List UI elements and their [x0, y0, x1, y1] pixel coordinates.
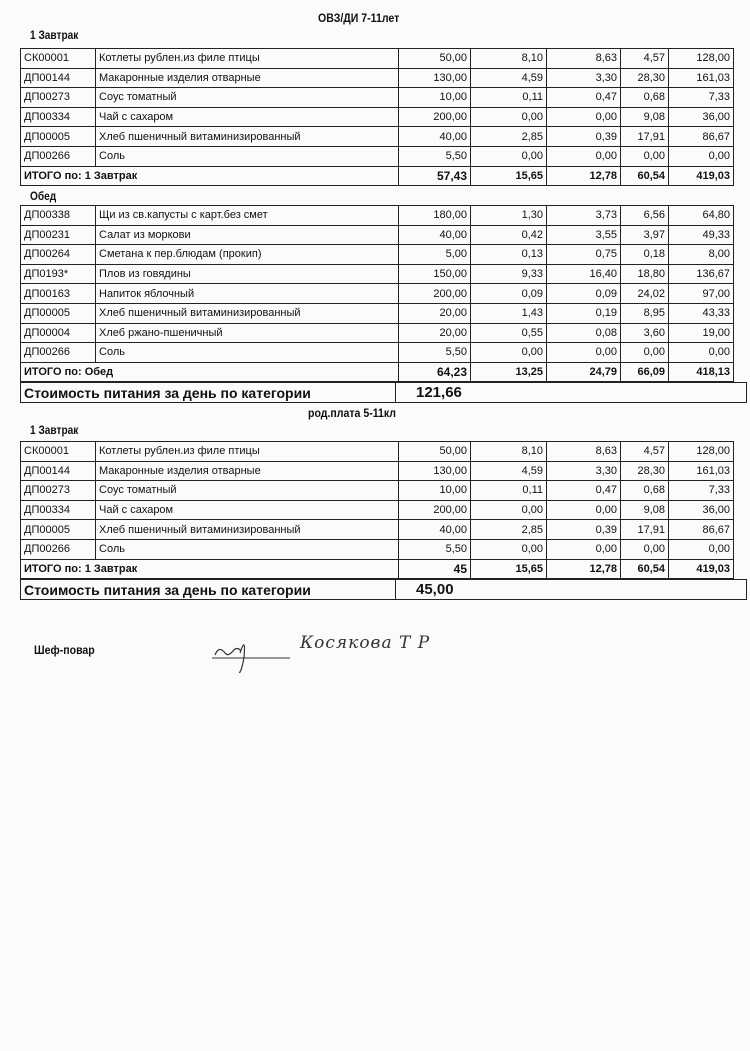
- item-protein: 9,33: [471, 264, 547, 284]
- item-code: СК00001: [21, 442, 96, 462]
- item-weight: 10,00: [399, 88, 471, 108]
- total-row: [21, 362, 734, 382]
- chef-label: Шеф-повар: [34, 643, 95, 657]
- table-row: [21, 481, 734, 501]
- item-fat: 0,00: [547, 343, 621, 363]
- table-row: [21, 303, 734, 323]
- cost-value: 45,00: [396, 580, 747, 600]
- item-fat: 3,30: [547, 461, 621, 481]
- table-row: [21, 49, 734, 69]
- item-protein: 0,00: [471, 539, 547, 559]
- cost-label: Стоимость питания за день по категории: [21, 383, 396, 403]
- total-weight: 57,43: [399, 166, 471, 186]
- item-fat: 0,08: [547, 323, 621, 343]
- total-kcal: 419,03: [669, 166, 734, 186]
- item-code: СК00001: [21, 49, 96, 69]
- item-weight: 130,00: [399, 461, 471, 481]
- item-fat: 0,19: [547, 303, 621, 323]
- item-carbs: 28,30: [621, 461, 669, 481]
- item-code: ДП0193*: [21, 264, 96, 284]
- item-protein: 0,00: [471, 500, 547, 520]
- item-kcal: 161,03: [669, 461, 734, 481]
- item-code: ДП00004: [21, 323, 96, 343]
- table-row: [21, 127, 734, 147]
- cost-value: 121,66: [396, 383, 747, 403]
- item-carbs: 8,95: [621, 303, 669, 323]
- total-carbs: 66,09: [621, 362, 669, 382]
- item-kcal: 128,00: [669, 442, 734, 462]
- item-carbs: 9,08: [621, 107, 669, 127]
- item-protein: 4,59: [471, 68, 547, 88]
- item-protein: 2,85: [471, 127, 547, 147]
- item-protein: 1,30: [471, 206, 547, 226]
- item-fat: 0,00: [547, 500, 621, 520]
- total-row: [21, 166, 734, 186]
- item-weight: 50,00: [399, 442, 471, 462]
- total-carbs: 60,54: [621, 559, 669, 579]
- total-fat: 24,79: [547, 362, 621, 382]
- item-weight: 150,00: [399, 264, 471, 284]
- item-name: Макаронные изделия отварные: [96, 68, 399, 88]
- item-carbs: 24,02: [621, 284, 669, 304]
- item-carbs: 3,60: [621, 323, 669, 343]
- item-kcal: 0,00: [669, 343, 734, 363]
- item-weight: 200,00: [399, 107, 471, 127]
- total-kcal: 419,03: [669, 559, 734, 579]
- item-fat: 3,30: [547, 68, 621, 88]
- menu-table: [20, 205, 734, 382]
- item-protein: 0,11: [471, 481, 547, 501]
- item-carbs: 0,68: [621, 481, 669, 501]
- item-weight: 40,00: [399, 127, 471, 147]
- table-row: [21, 520, 734, 540]
- item-weight: 5,00: [399, 245, 471, 265]
- total-carbs: 60,54: [621, 166, 669, 186]
- item-kcal: 0,00: [669, 146, 734, 166]
- table-row: [21, 264, 734, 284]
- item-carbs: 3,97: [621, 225, 669, 245]
- item-code: ДП00163: [21, 284, 96, 304]
- table-row: [21, 225, 734, 245]
- total-fat: 12,78: [547, 166, 621, 186]
- item-fat: 8,63: [547, 49, 621, 69]
- item-carbs: 0,00: [621, 343, 669, 363]
- item-carbs: 6,56: [621, 206, 669, 226]
- item-protein: 0,00: [471, 343, 547, 363]
- item-carbs: 4,57: [621, 442, 669, 462]
- table-row: [21, 323, 734, 343]
- total-protein: 13,25: [471, 362, 547, 382]
- signature-mark-icon: [210, 633, 300, 673]
- item-name: Хлеб ржано-пшеничный: [96, 323, 399, 343]
- meal-label: 1 Завтрак: [30, 425, 79, 437]
- item-name: Щи из св.капусты с карт.без смет: [96, 206, 399, 226]
- item-name: Чай с сахаром: [96, 107, 399, 127]
- item-name: Плов из говядины: [96, 264, 399, 284]
- item-protein: 0,13: [471, 245, 547, 265]
- item-name: Салат из моркови: [96, 225, 399, 245]
- item-name: Котлеты рублен.из филе птицы: [96, 49, 399, 69]
- meal-label: 1 Завтрак: [30, 30, 79, 42]
- item-carbs: 28,30: [621, 68, 669, 88]
- item-fat: 0,39: [547, 127, 621, 147]
- item-kcal: 86,67: [669, 520, 734, 540]
- item-name: Котлеты рублен.из филе птицы: [96, 442, 399, 462]
- item-carbs: 17,91: [621, 520, 669, 540]
- total-weight: 45: [399, 559, 471, 579]
- total-label: ИТОГО по: Обед: [21, 362, 399, 382]
- total-kcal: 418,13: [669, 362, 734, 382]
- item-name: Соус томатный: [96, 481, 399, 501]
- meal-label: Обед: [30, 191, 57, 203]
- table-row: [21, 500, 734, 520]
- item-code: ДП00334: [21, 500, 96, 520]
- item-weight: 5,50: [399, 146, 471, 166]
- item-weight: 200,00: [399, 284, 471, 304]
- item-weight: 20,00: [399, 303, 471, 323]
- menu-table: [20, 48, 734, 186]
- item-fat: 0,09: [547, 284, 621, 304]
- item-code: ДП00144: [21, 68, 96, 88]
- item-fat: 0,47: [547, 88, 621, 108]
- item-kcal: 64,80: [669, 206, 734, 226]
- item-kcal: 136,67: [669, 264, 734, 284]
- item-code: ДП00005: [21, 127, 96, 147]
- item-name: Напиток яблочный: [96, 284, 399, 304]
- item-name: Соус томатный: [96, 88, 399, 108]
- total-fat: 12,78: [547, 559, 621, 579]
- item-weight: 50,00: [399, 49, 471, 69]
- item-kcal: 0,00: [669, 539, 734, 559]
- item-code: ДП00266: [21, 146, 96, 166]
- item-name: Соль: [96, 146, 399, 166]
- item-kcal: 128,00: [669, 49, 734, 69]
- item-weight: 10,00: [399, 481, 471, 501]
- table-row: [21, 343, 734, 363]
- item-carbs: 0,00: [621, 146, 669, 166]
- item-fat: 0,00: [547, 539, 621, 559]
- item-fat: 3,73: [547, 206, 621, 226]
- section-title: род.плата 5-11кл: [308, 406, 397, 420]
- item-code: ДП00005: [21, 520, 96, 540]
- item-kcal: 97,00: [669, 284, 734, 304]
- item-protein: 4,59: [471, 461, 547, 481]
- table-row: [21, 245, 734, 265]
- item-name: Сметана к пер.блюдам (прокип): [96, 245, 399, 265]
- item-kcal: 161,03: [669, 68, 734, 88]
- item-name: Хлеб пшеничный витаминизированный: [96, 127, 399, 147]
- item-fat: 0,00: [547, 146, 621, 166]
- item-name: Соль: [96, 539, 399, 559]
- item-kcal: 7,33: [669, 88, 734, 108]
- table-row: [21, 107, 734, 127]
- item-code: ДП00144: [21, 461, 96, 481]
- item-carbs: 17,91: [621, 127, 669, 147]
- item-kcal: 43,33: [669, 303, 734, 323]
- item-fat: 8,63: [547, 442, 621, 462]
- total-row: [21, 559, 734, 579]
- item-kcal: 8,00: [669, 245, 734, 265]
- item-code: ДП00266: [21, 343, 96, 363]
- item-name: Соль: [96, 343, 399, 363]
- item-code: ДП00266: [21, 539, 96, 559]
- item-weight: 200,00: [399, 500, 471, 520]
- item-code: ДП00338: [21, 206, 96, 226]
- total-protein: 15,65: [471, 559, 547, 579]
- section-title: ОВЗ/ДИ 7-11лет: [318, 11, 400, 25]
- item-kcal: 86,67: [669, 127, 734, 147]
- item-weight: 40,00: [399, 520, 471, 540]
- item-code: ДП00334: [21, 107, 96, 127]
- table-row: [21, 284, 734, 304]
- item-name: Чай с сахаром: [96, 500, 399, 520]
- item-fat: 0,39: [547, 520, 621, 540]
- signature: [210, 633, 300, 678]
- table-row: [21, 206, 734, 226]
- item-kcal: 19,00: [669, 323, 734, 343]
- item-kcal: 36,00: [669, 107, 734, 127]
- item-weight: 20,00: [399, 323, 471, 343]
- item-protein: 0,09: [471, 284, 547, 304]
- item-protein: 0,11: [471, 88, 547, 108]
- table-row: [21, 68, 734, 88]
- item-protein: 8,10: [471, 49, 547, 69]
- item-carbs: 0,00: [621, 539, 669, 559]
- menu-table: [20, 441, 734, 579]
- total-protein: 15,65: [471, 166, 547, 186]
- total-label: ИТОГО по: 1 Завтрак: [21, 559, 399, 579]
- item-weight: 5,50: [399, 539, 471, 559]
- cost-table: [20, 382, 747, 403]
- item-weight: 130,00: [399, 68, 471, 88]
- item-carbs: 18,80: [621, 264, 669, 284]
- item-carbs: 9,08: [621, 500, 669, 520]
- table-row: [21, 539, 734, 559]
- table-row: [21, 461, 734, 481]
- item-protein: 0,00: [471, 146, 547, 166]
- item-fat: 3,55: [547, 225, 621, 245]
- item-protein: 0,00: [471, 107, 547, 127]
- signature-name: Косякова Т Р: [300, 633, 431, 653]
- item-weight: 5,50: [399, 343, 471, 363]
- item-code: ДП00273: [21, 88, 96, 108]
- item-protein: 2,85: [471, 520, 547, 540]
- table-row: [21, 442, 734, 462]
- item-carbs: 0,68: [621, 88, 669, 108]
- item-weight: 40,00: [399, 225, 471, 245]
- item-fat: 0,47: [547, 481, 621, 501]
- total-weight: 64,23: [399, 362, 471, 382]
- item-name: Хлеб пшеничный витаминизированный: [96, 520, 399, 540]
- item-code: ДП00231: [21, 225, 96, 245]
- item-fat: 0,75: [547, 245, 621, 265]
- item-name: Хлеб пшеничный витаминизированный: [96, 303, 399, 323]
- item-fat: 16,40: [547, 264, 621, 284]
- item-protein: 0,42: [471, 225, 547, 245]
- item-kcal: 49,33: [669, 225, 734, 245]
- table-row: [21, 146, 734, 166]
- item-protein: 8,10: [471, 442, 547, 462]
- item-name: Макаронные изделия отварные: [96, 461, 399, 481]
- item-kcal: 7,33: [669, 481, 734, 501]
- item-code: ДП00005: [21, 303, 96, 323]
- table-row: [21, 88, 734, 108]
- item-kcal: 36,00: [669, 500, 734, 520]
- item-code: ДП00273: [21, 481, 96, 501]
- item-protein: 0,55: [471, 323, 547, 343]
- item-weight: 180,00: [399, 206, 471, 226]
- total-label: ИТОГО по: 1 Завтрак: [21, 166, 399, 186]
- item-carbs: 0,18: [621, 245, 669, 265]
- item-protein: 1,43: [471, 303, 547, 323]
- item-carbs: 4,57: [621, 49, 669, 69]
- cost-table: [20, 579, 747, 600]
- cost-label: Стоимость питания за день по категории: [21, 580, 396, 600]
- item-fat: 0,00: [547, 107, 621, 127]
- item-code: ДП00264: [21, 245, 96, 265]
